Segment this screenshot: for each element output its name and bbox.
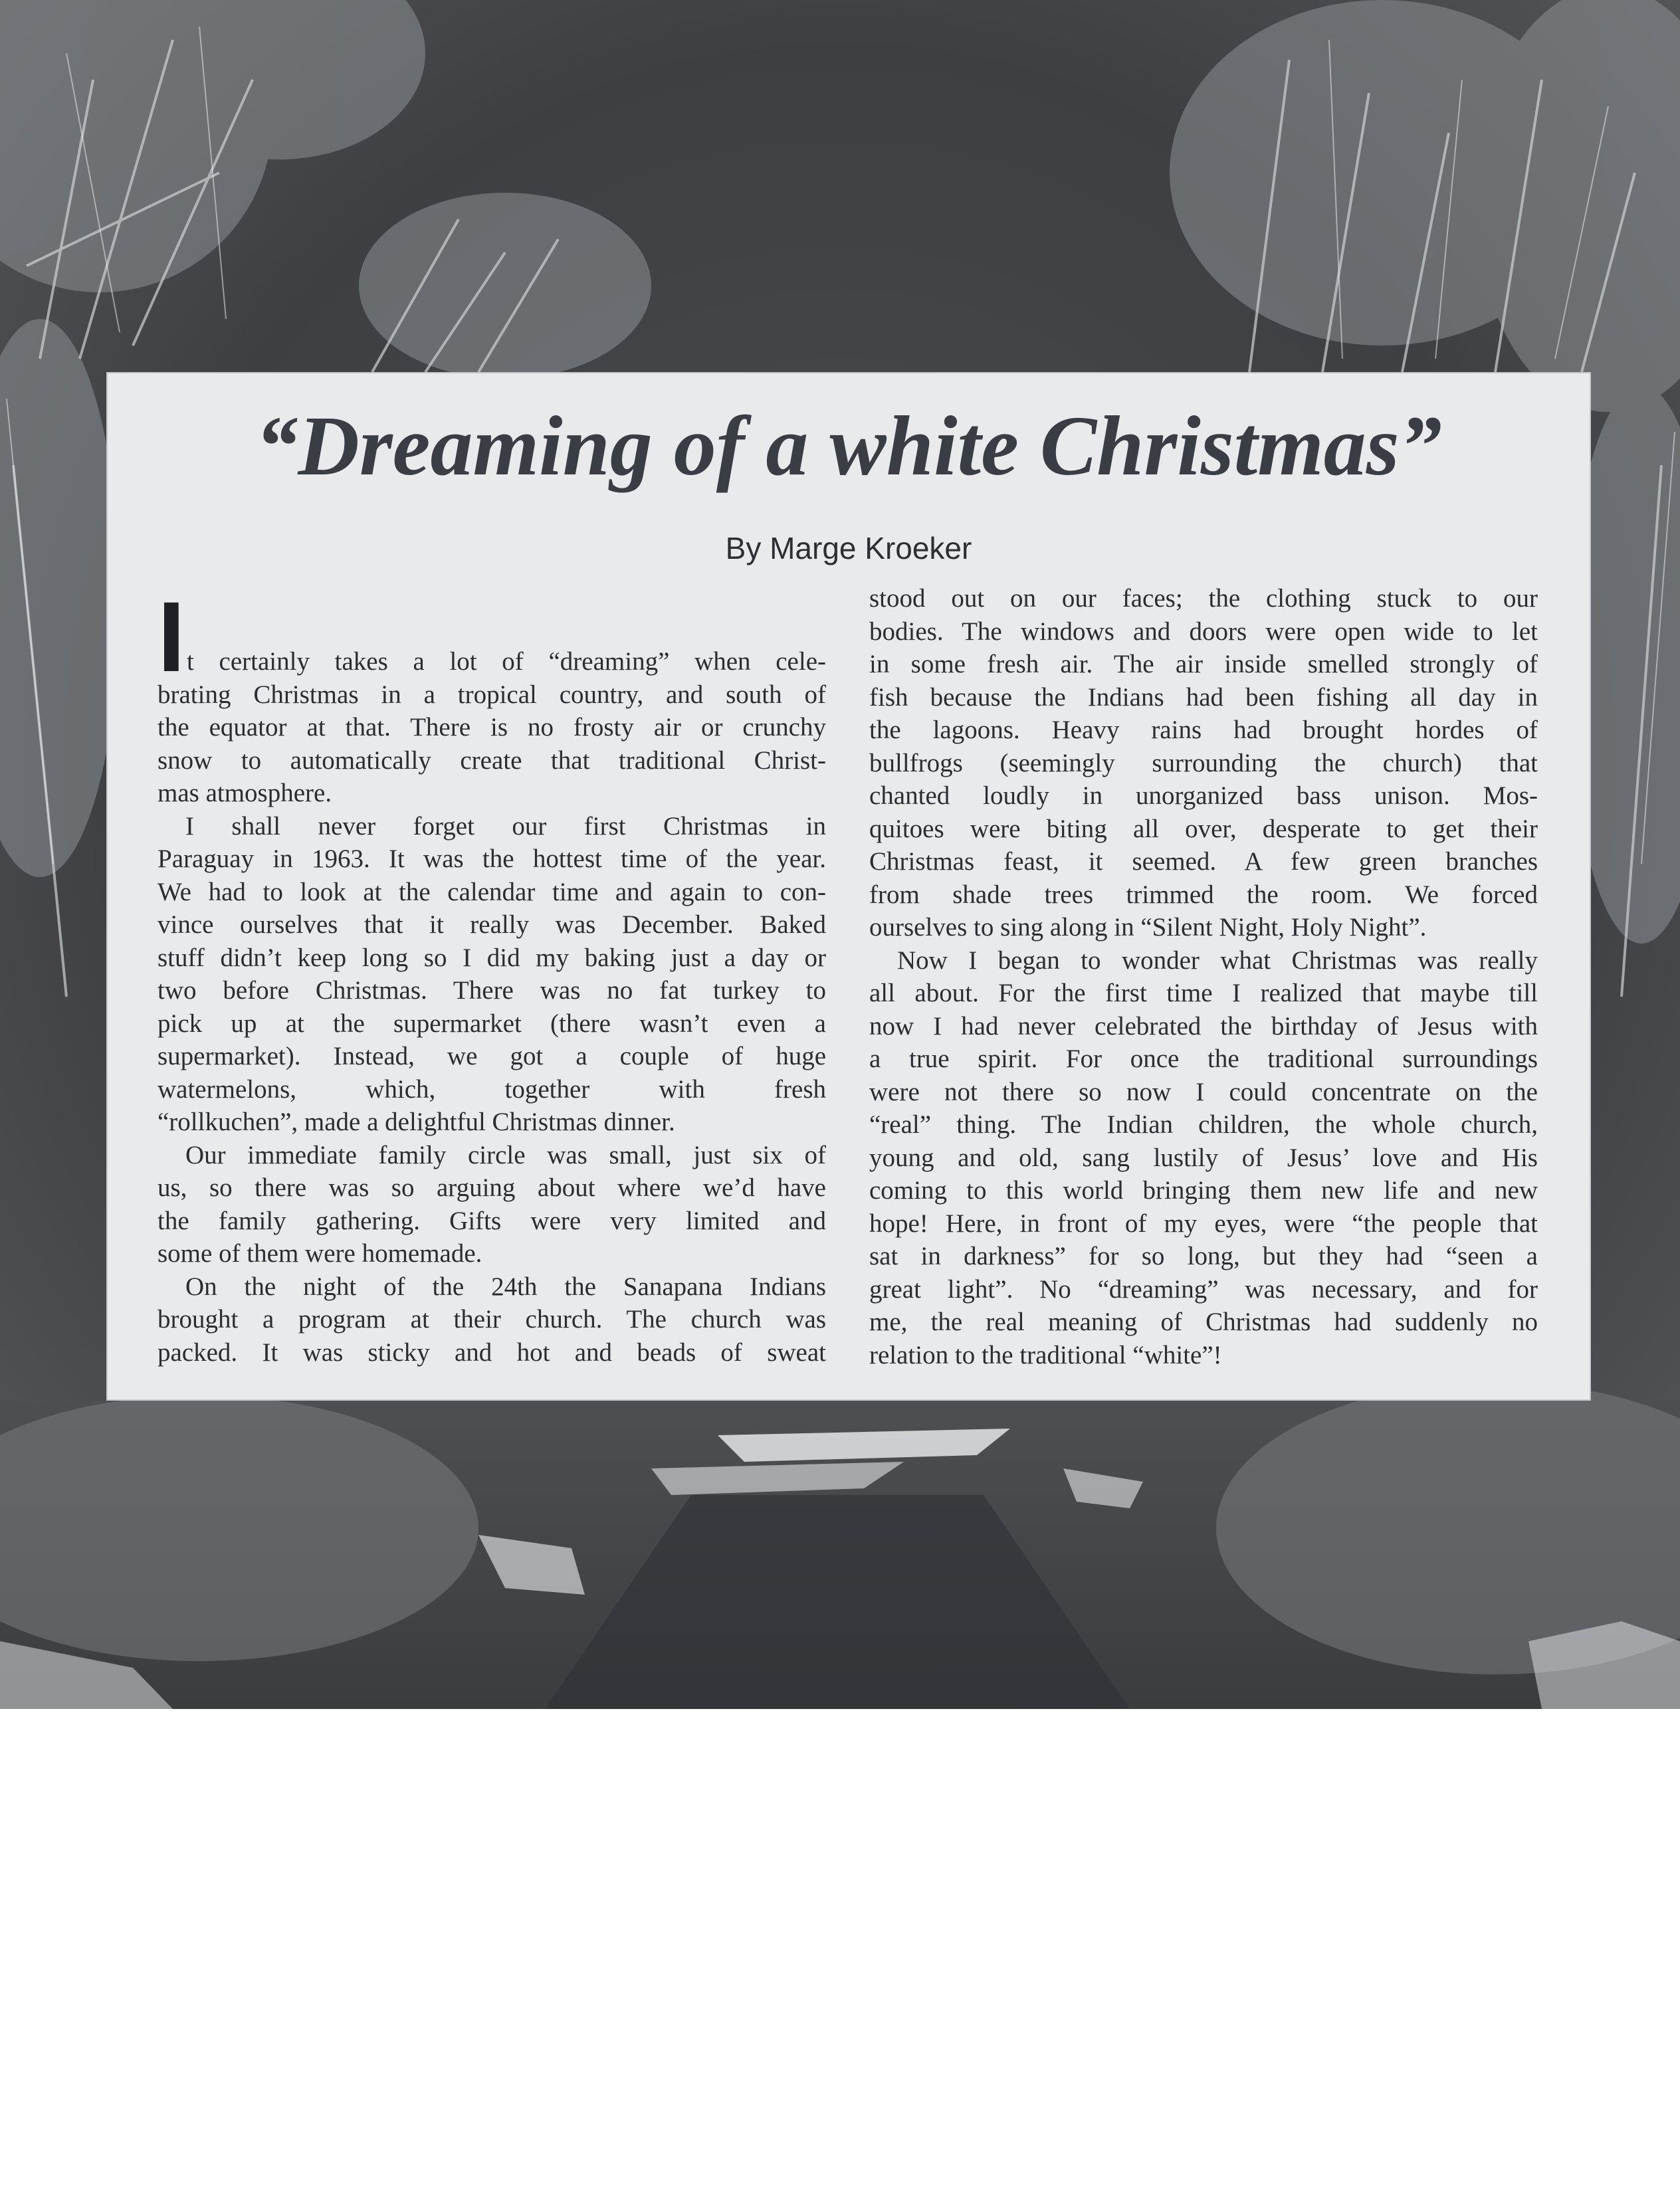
text-line	[158, 843, 826, 876]
text-line	[158, 744, 826, 777]
text-line	[158, 908, 826, 942]
text-line	[158, 1106, 826, 1139]
text-line-content: stood out on our faces; the clothing stuck to our	[869, 584, 1538, 613]
text-line	[869, 911, 1538, 944]
text-line-content: the lagoons. Heavy rains had brought hordes of	[869, 716, 1538, 744]
text-line	[869, 1240, 1538, 1273]
text-line	[158, 777, 826, 810]
text-line	[869, 714, 1538, 747]
text-line-content: Christmas feast, it seemed. A few green branches	[869, 847, 1538, 876]
text-line-content: snow to automatically create that traditional Christ-	[158, 746, 826, 775]
text-line-content: now I had never celebrated the birthday of Jesus with	[869, 1011, 1538, 1041]
text-line-content: Paraguay in 1963. It was the hottest time of the year.	[158, 845, 826, 873]
text-line	[869, 681, 1538, 714]
text-line	[158, 1073, 826, 1106]
text-line	[869, 977, 1538, 1010]
article-column-left	[158, 579, 826, 1369]
text-line	[158, 942, 826, 975]
text-line-content: in some fresh air. The air inside smelled strongly of	[869, 650, 1538, 678]
text-line-content: ourselves to sing along in “Silent Night, Holy Night”.	[869, 913, 1427, 942]
text-line-content: the family gathering. Gifts were very limited and	[158, 1206, 826, 1235]
text-line-content: “real” thing. The Indian children, the whole church,	[869, 1110, 1538, 1139]
text-line	[869, 1142, 1538, 1175]
text-line	[158, 711, 826, 744]
text-line-content: I shall never forget our first Christmas in	[185, 811, 826, 841]
text-line	[158, 678, 826, 712]
article-column-right	[869, 582, 1538, 1371]
text-line-content: vince ourselves that it really was December. Baked	[158, 910, 826, 939]
text-line	[869, 1306, 1538, 1339]
article-panel	[106, 372, 1591, 1401]
text-line-content: “rollkuchen”, made a delightful Christmas dinner.	[158, 1108, 675, 1136]
text-line	[869, 845, 1538, 878]
drop-cap: I	[158, 581, 185, 692]
text-line-content: watermelons, which, together with fresh	[158, 1074, 826, 1104]
text-line-content: a true spirit. For once the traditional surroundings	[869, 1045, 1538, 1073]
text-line	[158, 581, 826, 692]
text-line	[158, 1171, 826, 1205]
text-line-content: brought a program at their church. The church was	[158, 1305, 826, 1334]
text-line	[158, 1336, 826, 1369]
text-line-content: pick up at the supermarket (there wasn’t even a	[158, 1009, 826, 1038]
text-line	[869, 1273, 1538, 1306]
text-line	[869, 779, 1538, 813]
article-title: “Dreaming of a white Christmas”	[255, 399, 1442, 493]
text-line-content: supermarket). Instead, we got a couple of huge	[158, 1042, 826, 1070]
text-line	[158, 1205, 826, 1238]
text-line	[869, 1207, 1538, 1241]
drop-cap-space	[158, 579, 826, 645]
text-line-content: were not there so now I could concentrate on the	[869, 1077, 1538, 1106]
text-line-content: some of them were homemade.	[158, 1239, 482, 1268]
text-line-content: us, so there was so arguing about where we’d have	[158, 1173, 826, 1202]
text-line	[869, 747, 1538, 780]
text-line-content: Our immediate family circle was small, just six of	[185, 1140, 826, 1169]
text-line	[158, 1303, 826, 1336]
text-line	[869, 878, 1538, 912]
text-line-content: fish because the Indians had been fishing all day in	[869, 682, 1538, 712]
text-line	[869, 1076, 1538, 1109]
text-line	[869, 1043, 1538, 1076]
text-line-content: great light”. No “dreaming” was necessary, and for	[869, 1274, 1538, 1304]
text-line	[869, 1108, 1538, 1142]
text-line	[869, 582, 1538, 615]
text-line	[158, 1139, 826, 1172]
text-line-content: sat in darkness” for so long, but they had “seen a	[869, 1242, 1538, 1270]
text-line	[869, 615, 1538, 649]
text-line-content: from shade trees trimmed the room. We forced	[869, 880, 1538, 909]
text-line-content: the equator at that. There is no frosty air or crunchy	[158, 713, 826, 742]
text-line-content: brating Christmas in a tropical country, and south of	[158, 680, 826, 709]
text-line	[869, 1010, 1538, 1043]
text-line	[158, 876, 826, 909]
text-line	[158, 1270, 826, 1304]
text-line	[158, 974, 826, 1007]
text-line-content: bullfrogs (seemingly surrounding the church) that	[869, 748, 1538, 777]
text-line-content: two before Christmas. There was no fat turkey to	[158, 976, 826, 1005]
text-line-content: me, the real meaning of Christmas had suddenly no	[869, 1308, 1538, 1336]
article-byline: By Marge Kroeker	[725, 531, 972, 565]
text-line	[869, 648, 1538, 681]
text-line-content: coming to this world bringing them new life and new	[869, 1176, 1538, 1205]
text-line	[869, 1174, 1538, 1207]
text-line	[158, 810, 826, 843]
text-line-content: chanted loudly in unorganized bass unison. Mos-	[869, 781, 1538, 810]
text-line	[158, 1040, 826, 1073]
text-line-content: young and old, sang lustily of Jesus’ love and His	[869, 1143, 1538, 1172]
text-line	[869, 813, 1538, 846]
text-line	[869, 1339, 1538, 1372]
text-line-content: relation to the traditional “white”!	[869, 1340, 1222, 1369]
text-line-content: t certainly takes a lot of “dreaming” when cele-	[187, 647, 826, 676]
text-line	[158, 1007, 826, 1041]
text-line-content: bodies. The windows and doors were open wide to let	[869, 617, 1538, 646]
text-line-content: all about. For the first time I realized that maybe till	[869, 979, 1538, 1007]
text-line-content: packed. It was sticky and hot and beads of sweat	[158, 1338, 826, 1367]
text-line	[158, 1237, 826, 1270]
text-line-content: On the night of the 24th the Sanapana Indians	[185, 1272, 826, 1301]
text-line-content: quitoes were biting all over, desperate to get their	[869, 814, 1538, 843]
text-line-content: stuff didn’t keep long so I did my baking just a day or	[158, 943, 826, 972]
text-line-content: mas atmosphere.	[158, 779, 332, 807]
text-line	[869, 944, 1538, 977]
text-line-content: We had to look at the calendar time and again to con-	[158, 877, 826, 906]
text-line-content: Now I began to wonder what Christmas was really	[897, 946, 1538, 975]
text-line-content: hope! Here, in front of my eyes, were “the people that	[869, 1209, 1538, 1238]
